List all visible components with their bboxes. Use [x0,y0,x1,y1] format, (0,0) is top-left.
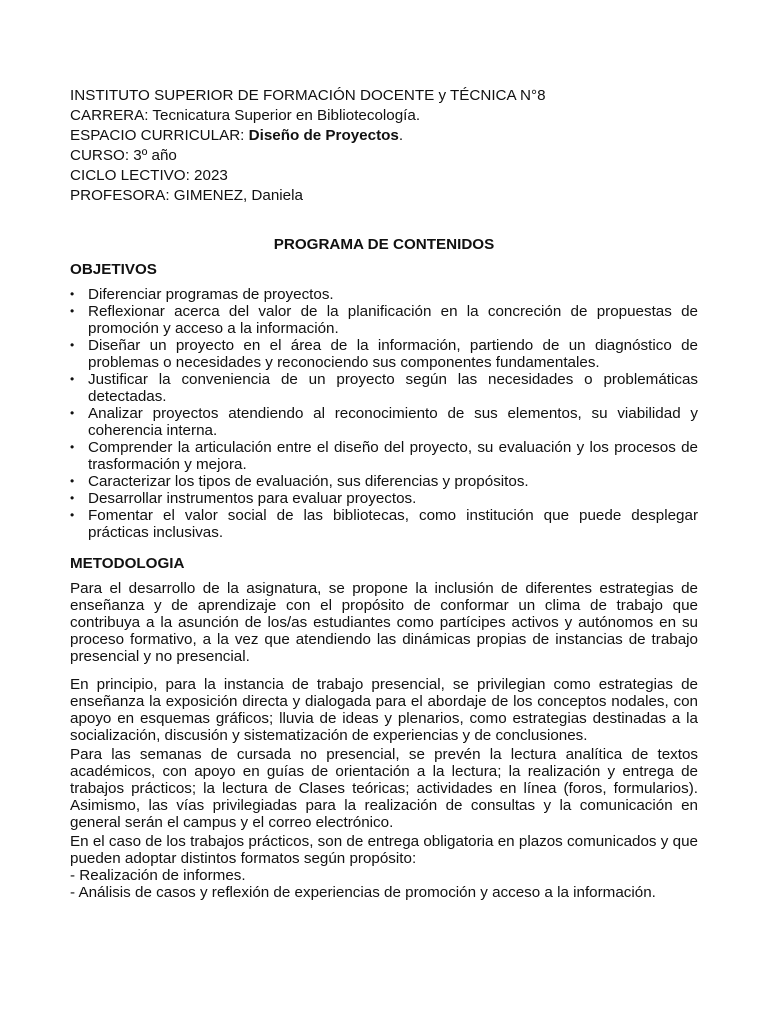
objetivo-text: Caracterizar los tipos de evaluación, sus diferencias y propósitos. [88,473,529,490]
objetivo-item [70,490,698,507]
objetivo-item [70,286,698,303]
objetivo-item [70,303,698,337]
bullet-icon: • [70,440,75,454]
metodologia-paragraph: En principio, para la instancia de trabajo presencial, se privilegian como estrategias de enseñanza la exposición directa y dialogada para el abordaje de los conceptos nodales, con apoyo en esquemas gráficos; lluvia de ideas y plenarios, como estrategias destinadas a la socialización, discusión y sistematización de experiencias y de conclusiones. [70,676,698,744]
bullet-icon: • [70,304,75,318]
objetivo-item [70,405,698,439]
professor-line: PROFESORA: GIMENEZ, Daniela [70,187,303,204]
metodologia-paragraph: Para el desarrollo de la asignatura, se propone la inclusión de diferentes estrategias de enseñanza y de aprendizaje con el propósito de conformar un clima de trabajo que contribuya a la asunción de los/as estudiantes como partícipes activos y autónomos en su proceso formativo, a la vez que atendiendo las dinámicas propias de instancias de trabajo presencial y no presencial. [70,580,698,665]
school-year-line: CICLO LECTIVO: 2023 [70,167,228,184]
metodologia-paragraph: En el caso de los trabajos prácticos, son de entrega obligatoria en plazos comunicados y que pueden adoptar distintos formatos según propósito: [70,833,698,867]
document-header [70,86,710,206]
objetivo-text: Diferenciar programas de proyectos. [88,286,334,303]
metodologia-body [70,580,698,901]
document-title: PROGRAMA DE CONTENIDOS [273,236,495,253]
objetivo-item [70,439,698,473]
curricular-space-value: Diseño de Proyectos [248,127,399,144]
objetivo-item [70,507,698,541]
metodologia-list-item: - Realización de informes. [70,867,246,884]
objetivos-list [70,286,698,541]
curricular-space-line [70,126,710,146]
objetivo-item [70,473,698,490]
curricular-space-label: ESPACIO CURRICULAR: [70,127,249,144]
bullet-icon: • [70,474,75,488]
metodologia-paragraph: Para las semanas de cursada no presencial, se prevén la lectura analítica de textos académicos, con apoyo en guías de orientación a la lectura; la realización y entrega de trabajos prácticos; la lectura de Clases teóricas; actividades en línea (foros, formularios). Asimismo, las vías privilegiadas para la realización de consultas y la comunicación en general serán el campus y el correo electrónico. [70,746,698,831]
objetivo-text: Justificar la conveniencia de un proyecto según las necesidades o problemáticas detectadas. [88,371,698,405]
bullet-icon: • [70,508,75,522]
objetivo-item [70,371,698,405]
bullet-icon: • [70,372,75,386]
metodologia-list-item: - Análisis de casos y reflexión de experiencias de promoción y acceso a la información. [70,884,656,901]
course-line: CURSO: 3º año [70,147,177,164]
objetivo-text: Reflexionar acerca del valor de la planificación en la concreción de propuestas de promoción y acceso a la información. [88,303,698,337]
objetivo-text: Fomentar el valor social de las bibliotecas, como institución que puede desplegar prácticas inclusivas. [88,507,698,541]
objetivos-heading: OBJETIVOS [70,261,157,278]
objetivo-text: Comprender la articulación entre el diseño del proyecto, su evaluación y los procesos de trasformación y mejora. [88,439,698,473]
curricular-space-end: . [398,127,404,144]
bullet-icon: • [70,406,75,420]
career-line: CARRERA: Tecnicatura Superior en Bibliotecología. [70,107,421,124]
bullet-icon: • [70,338,75,352]
bullet-icon: • [70,287,75,301]
bullet-icon: • [70,491,75,505]
metodologia-heading: METODOLOGIA [70,555,185,572]
objetivo-text: Desarrollar instrumentos para evaluar proyectos. [88,490,417,507]
objetivo-text: Diseñar un proyecto en el área de la información, partiendo de un diagnóstico de problemas o necesidades y reconociendo sus componentes fundamentales. [88,337,698,371]
institution-line: INSTITUTO SUPERIOR DE FORMACIÓN DOCENTE y TÉCNICA N°8 [70,87,546,104]
objetivo-text: Analizar proyectos atendiendo al reconocimiento de sus elementos, su viabilidad y coherencia interna. [88,405,698,439]
objetivo-item [70,337,698,371]
